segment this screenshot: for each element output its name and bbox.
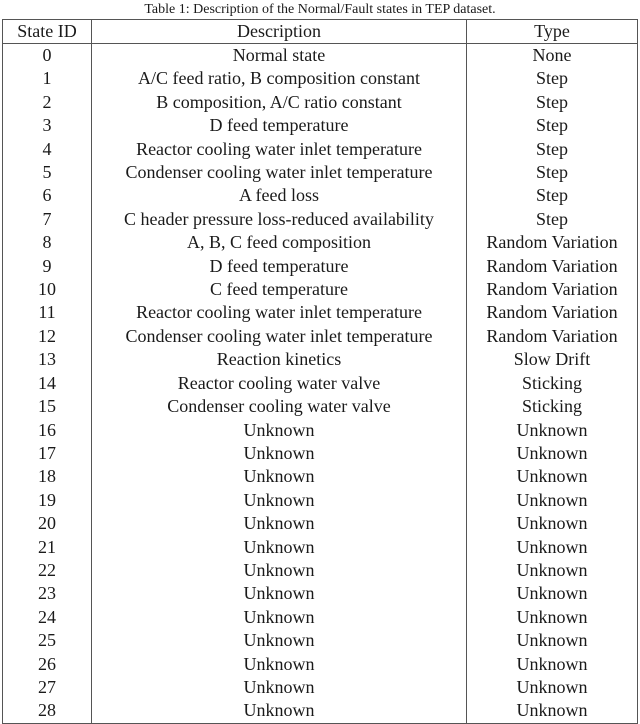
header-state-id: State ID: [3, 20, 92, 44]
table-row: [3, 653, 638, 676]
cell-state-id: 9: [42, 255, 52, 276]
table-row: [3, 184, 638, 207]
cell-state-id: 15: [38, 396, 56, 417]
header-description: Description: [92, 20, 467, 44]
cell-state-id: 3: [42, 115, 52, 136]
table-row: [3, 325, 638, 348]
cell-state-id: 4: [42, 138, 52, 159]
cell-state-id: 14: [38, 372, 56, 393]
cell-description: Condenser cooling water inlet temperature: [92, 161, 467, 184]
cell-type: Step: [467, 67, 638, 90]
cell-state-id: 12: [38, 325, 56, 346]
cell-description: Unknown: [92, 676, 467, 699]
table-row: [3, 138, 638, 161]
cell-description: Unknown: [92, 629, 467, 652]
cell-description: Unknown: [92, 512, 467, 535]
cell-state-id: 21: [38, 536, 56, 557]
table-row: [3, 395, 638, 418]
table-row: [3, 372, 638, 395]
cell-description: A feed loss: [92, 184, 467, 207]
table-row: [3, 442, 638, 465]
cell-description: Reaction kinetics: [92, 348, 467, 371]
cell-description: Normal state: [92, 44, 467, 68]
cell-state-id: 0: [42, 45, 52, 65]
cell-state-id: 28: [38, 700, 56, 721]
table-row: [3, 606, 638, 629]
table-row: [3, 559, 638, 582]
cell-type: Unknown: [467, 419, 638, 442]
cell-type: Unknown: [467, 582, 638, 605]
table-header-row: [3, 20, 638, 44]
cell-state-id: 23: [38, 583, 56, 604]
cell-description: C header pressure loss-reduced availability: [92, 208, 467, 231]
cell-description: Unknown: [92, 489, 467, 512]
cell-description: Unknown: [92, 559, 467, 582]
cell-description: Condenser cooling water inlet temperature: [92, 325, 467, 348]
cell-state-id: 27: [38, 676, 56, 697]
cell-type: Unknown: [467, 676, 638, 699]
cell-description: Unknown: [92, 582, 467, 605]
cell-type: Step: [467, 114, 638, 137]
cell-state-id: 17: [38, 442, 56, 463]
cell-type: Step: [467, 91, 638, 114]
cell-type: Step: [467, 184, 638, 207]
table-row: [3, 629, 638, 652]
cell-description: A, B, C feed composition: [92, 231, 467, 254]
cell-description: D feed temperature: [92, 114, 467, 137]
table-row: [3, 582, 638, 605]
cell-type: Unknown: [467, 629, 638, 652]
table-row: [3, 465, 638, 488]
table-caption: Table 1: Description of the Normal/Fault states in TEP dataset.: [144, 2, 496, 17]
table-row: [3, 419, 638, 442]
cell-description: Unknown: [92, 536, 467, 559]
cell-description: Unknown: [92, 653, 467, 676]
cell-state-id: 13: [38, 349, 56, 370]
cell-state-id: 5: [42, 162, 52, 183]
table-row: [3, 699, 638, 723]
cell-description: Unknown: [92, 442, 467, 465]
cell-type: Step: [467, 208, 638, 231]
cell-type: Unknown: [467, 512, 638, 535]
cell-type: Random Variation: [467, 325, 638, 348]
table-row: [3, 255, 638, 278]
cell-state-id: 16: [38, 419, 56, 440]
table-row: [3, 489, 638, 512]
table-row: [3, 161, 638, 184]
cell-state-id: 2: [42, 91, 52, 112]
cell-type: Sticking: [467, 395, 638, 418]
cell-state-id: 1: [42, 68, 52, 89]
cell-state-id: 22: [38, 559, 56, 580]
table-row: [3, 114, 638, 137]
cell-type: Unknown: [467, 465, 638, 488]
cell-type: Unknown: [467, 536, 638, 559]
cell-type: Unknown: [467, 653, 638, 676]
cell-state-id: 18: [38, 466, 56, 487]
table-row: [3, 231, 638, 254]
cell-type: Random Variation: [467, 231, 638, 254]
cell-type: Sticking: [467, 372, 638, 395]
cell-type: Step: [467, 161, 638, 184]
cell-description: Unknown: [92, 699, 467, 723]
cell-type: Unknown: [467, 606, 638, 629]
cell-state-id: 19: [38, 489, 56, 510]
cell-description: B composition, A/C ratio constant: [92, 91, 467, 114]
cell-type: Slow Drift: [467, 348, 638, 371]
cell-description: C feed temperature: [92, 278, 467, 301]
cell-description: Reactor cooling water valve: [92, 372, 467, 395]
cell-state-id: 11: [38, 302, 56, 323]
table-body: [3, 44, 638, 724]
table-row: [3, 91, 638, 114]
cell-type: Step: [467, 138, 638, 161]
cell-type: None: [467, 44, 638, 68]
cell-state-id: 10: [38, 279, 56, 300]
table-row: [3, 301, 638, 324]
table-row: [3, 278, 638, 301]
cell-description: Condenser cooling water valve: [92, 395, 467, 418]
cell-description: Unknown: [92, 606, 467, 629]
cell-type: Random Variation: [467, 278, 638, 301]
header-type: Type: [467, 20, 638, 44]
cell-description: Unknown: [92, 465, 467, 488]
cell-state-id: 24: [38, 606, 56, 627]
table-row: [3, 536, 638, 559]
cell-type: Random Variation: [467, 301, 638, 324]
cell-description: Unknown: [92, 419, 467, 442]
table-row: [3, 67, 638, 90]
cell-type: Unknown: [467, 489, 638, 512]
table-row: [3, 676, 638, 699]
cell-description: Reactor cooling water inlet temperature: [92, 138, 467, 161]
tep-states-table: [2, 19, 638, 724]
cell-state-id: 8: [42, 232, 52, 253]
cell-state-id: 26: [38, 653, 56, 674]
cell-state-id: 7: [42, 208, 52, 229]
cell-description: D feed temperature: [92, 255, 467, 278]
cell-state-id: 25: [38, 630, 56, 651]
cell-description: Reactor cooling water inlet temperature: [92, 301, 467, 324]
cell-type: Unknown: [467, 699, 638, 723]
table-row: [3, 208, 638, 231]
table-row: [3, 512, 638, 535]
table-row: [3, 348, 638, 371]
cell-type: Unknown: [467, 442, 638, 465]
cell-state-id: 20: [38, 513, 56, 534]
table-row: [3, 44, 638, 68]
cell-description: A/C feed ratio, B composition constant: [92, 67, 467, 90]
cell-type: Unknown: [467, 559, 638, 582]
cell-type: Random Variation: [467, 255, 638, 278]
cell-state-id: 6: [42, 185, 52, 206]
